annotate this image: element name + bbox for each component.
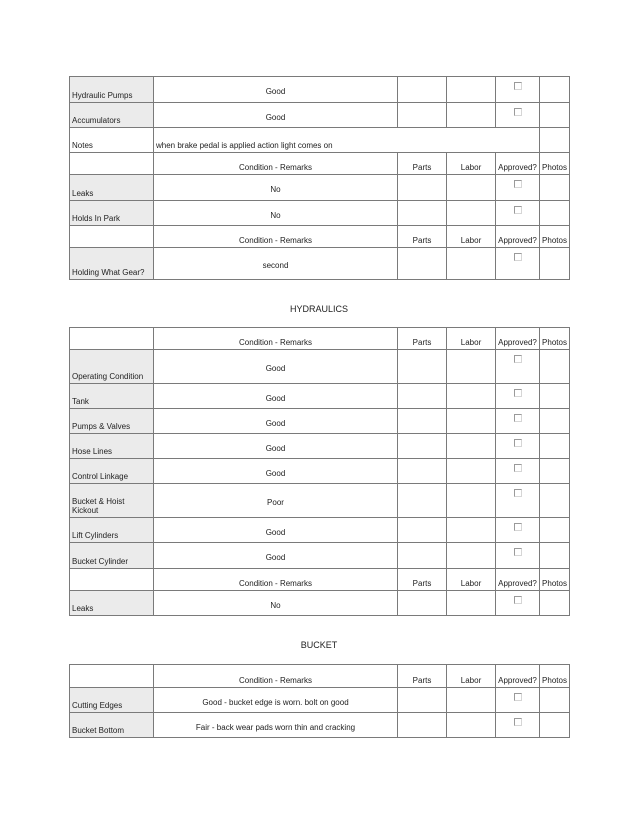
header-approved: Approved? [496,569,540,591]
header-parts: Parts [398,665,447,688]
parts-cell[interactable] [398,409,447,434]
header-approved: Approved? [496,226,540,248]
labor-cell[interactable] [447,175,496,201]
parts-cell[interactable] [398,384,447,409]
header-blank [70,665,154,688]
approved-checkbox[interactable] [514,82,522,90]
approved-checkbox[interactable] [514,439,522,447]
condition-remarks: No [154,175,398,201]
header-parts: Parts [398,328,447,350]
parts-cell[interactable] [398,713,447,738]
condition-remarks: Good [154,409,398,434]
condition-remarks: second [154,248,398,280]
header-approved: Approved? [496,153,540,175]
row-label: Holding What Gear? [70,248,154,280]
photos-cell [540,175,570,201]
condition-remarks: Good [154,518,398,543]
parts-cell[interactable] [398,543,447,569]
parts-cell[interactable] [398,484,447,518]
header-parts: Parts [398,226,447,248]
approved-checkbox[interactable] [514,355,522,363]
condition-remarks: No [154,201,398,226]
condition-remarks: Poor [154,484,398,518]
approved-checkbox[interactable] [514,548,522,556]
header-approved: Approved? [496,665,540,688]
photos-cell [540,128,570,153]
parts-cell[interactable] [398,248,447,280]
header-labor: Labor [447,226,496,248]
table-row [70,201,570,226]
header-parts: Parts [398,569,447,591]
photos-cell [540,459,570,484]
parts-cell[interactable] [398,350,447,384]
notes-value: when brake pedal is applied action light comes on [154,128,540,153]
labor-cell[interactable] [447,591,496,616]
parts-cell[interactable] [398,591,447,616]
row-label: Bucket & Hoist Kickout [70,484,154,518]
section-title-hydraulics: HYDRAULICS [289,304,348,314]
approved-checkbox[interactable] [514,464,522,472]
header-blank [70,328,154,350]
photos-cell [540,103,570,128]
parts-cell[interactable] [398,103,447,128]
row-label: Accumulators [70,103,154,128]
photos-cell [540,518,570,543]
header-condition: Condition - Remarks [154,153,398,175]
condition-remarks: Fair - back wear pads worn thin and cracking [154,713,398,738]
approved-checkbox[interactable] [514,108,522,116]
labor-cell[interactable] [447,688,496,713]
header-row [70,226,570,248]
header-labor: Labor [447,153,496,175]
header-blank [70,153,154,175]
photos-cell [540,77,570,103]
header-blank [70,569,154,591]
condition-remarks: No [154,591,398,616]
approved-checkbox[interactable] [514,253,522,261]
labor-cell[interactable] [447,384,496,409]
photos-cell [540,350,570,384]
table-row [70,434,570,459]
header-condition: Condition - Remarks [154,226,398,248]
approved-checkbox[interactable] [514,489,522,497]
condition-remarks: Good [154,543,398,569]
table-row [70,103,570,128]
condition-remarks: Good [154,77,398,103]
approved-checkbox[interactable] [514,523,522,531]
header-parts: Parts [398,153,447,175]
row-label: Control Linkage [70,459,154,484]
photos-cell [540,713,570,738]
hydraulics-table [69,327,570,616]
header-photos: Photos [540,226,570,248]
header-row [70,328,570,350]
condition-remarks: Good [154,459,398,484]
row-label: Leaks [70,591,154,616]
parts-cell[interactable] [398,459,447,484]
table-row [70,484,570,518]
approved-checkbox[interactable] [514,389,522,397]
bucket-table [69,664,570,738]
photos-cell [540,201,570,226]
header-row [70,569,570,591]
photos-cell [540,248,570,280]
parts-cell[interactable] [398,688,447,713]
header-row [70,665,570,688]
approved-checkbox[interactable] [514,718,522,726]
header-labor: Labor [447,328,496,350]
photos-cell [540,484,570,518]
header-condition: Condition - Remarks [154,569,398,591]
row-label: Leaks [70,175,154,201]
table-row [70,459,570,484]
parts-cell[interactable] [398,77,447,103]
row-label: Bucket Bottom [70,713,154,738]
row-label: Holds In Park [70,201,154,226]
approved-checkbox[interactable] [514,693,522,701]
labor-cell[interactable] [447,713,496,738]
labor-cell[interactable] [447,77,496,103]
parts-cell[interactable] [398,434,447,459]
approved-checkbox[interactable] [514,414,522,422]
row-label: Bucket Cylinder [70,543,154,569]
photos-cell [540,384,570,409]
notes-label: Notes [70,128,154,153]
table-row [70,713,570,738]
parts-cell[interactable] [398,518,447,543]
photos-cell [540,434,570,459]
approved-checkbox[interactable] [514,596,522,604]
labor-cell[interactable] [447,248,496,280]
header-condition: Condition - Remarks [154,665,398,688]
photos-cell [540,409,570,434]
row-label: Operating Condition [70,350,154,384]
table-row [70,175,570,201]
brake-table [69,76,570,280]
condition-remarks: Good [154,350,398,384]
labor-cell[interactable] [447,484,496,518]
row-label: Lift Cylinders [70,518,154,543]
row-label: Hose Lines [70,434,154,459]
notes-row [70,128,570,153]
header-labor: Labor [447,665,496,688]
row-label: Cutting Edges [70,688,154,713]
header-blank [70,226,154,248]
table-row [70,518,570,543]
row-label: Pumps & Valves [70,409,154,434]
header-photos: Photos [540,569,570,591]
table-row [70,248,570,280]
table-row [70,543,570,569]
table-row [70,409,570,434]
table-row [70,688,570,713]
header-photos: Photos [540,665,570,688]
condition-remarks: Good [154,384,398,409]
header-row [70,153,570,175]
condition-remarks: Good [154,103,398,128]
labor-cell[interactable] [447,434,496,459]
section-title-bucket: BUCKET [300,640,338,650]
table-row [70,384,570,409]
header-approved: Approved? [496,328,540,350]
photos-cell [540,543,570,569]
condition-remarks: Good [154,434,398,459]
labor-cell[interactable] [447,409,496,434]
condition-remarks: Good - bucket edge is worn. bolt on good [154,688,398,713]
header-labor: Labor [447,569,496,591]
header-photos: Photos [540,153,570,175]
table-row [70,77,570,103]
labor-cell[interactable] [447,201,496,226]
row-label: Tank [70,384,154,409]
parts-cell[interactable] [398,175,447,201]
photos-cell [540,591,570,616]
approved-checkbox[interactable] [514,206,522,214]
labor-cell[interactable] [447,459,496,484]
labor-cell[interactable] [447,543,496,569]
header-photos: Photos [540,328,570,350]
parts-cell[interactable] [398,201,447,226]
table-row [70,591,570,616]
header-condition: Condition - Remarks [154,328,398,350]
table-row [70,350,570,384]
labor-cell[interactable] [447,518,496,543]
approved-checkbox[interactable] [514,180,522,188]
labor-cell[interactable] [447,103,496,128]
photos-cell [540,688,570,713]
labor-cell[interactable] [447,350,496,384]
row-label: Hydraulic Pumps [70,77,154,103]
